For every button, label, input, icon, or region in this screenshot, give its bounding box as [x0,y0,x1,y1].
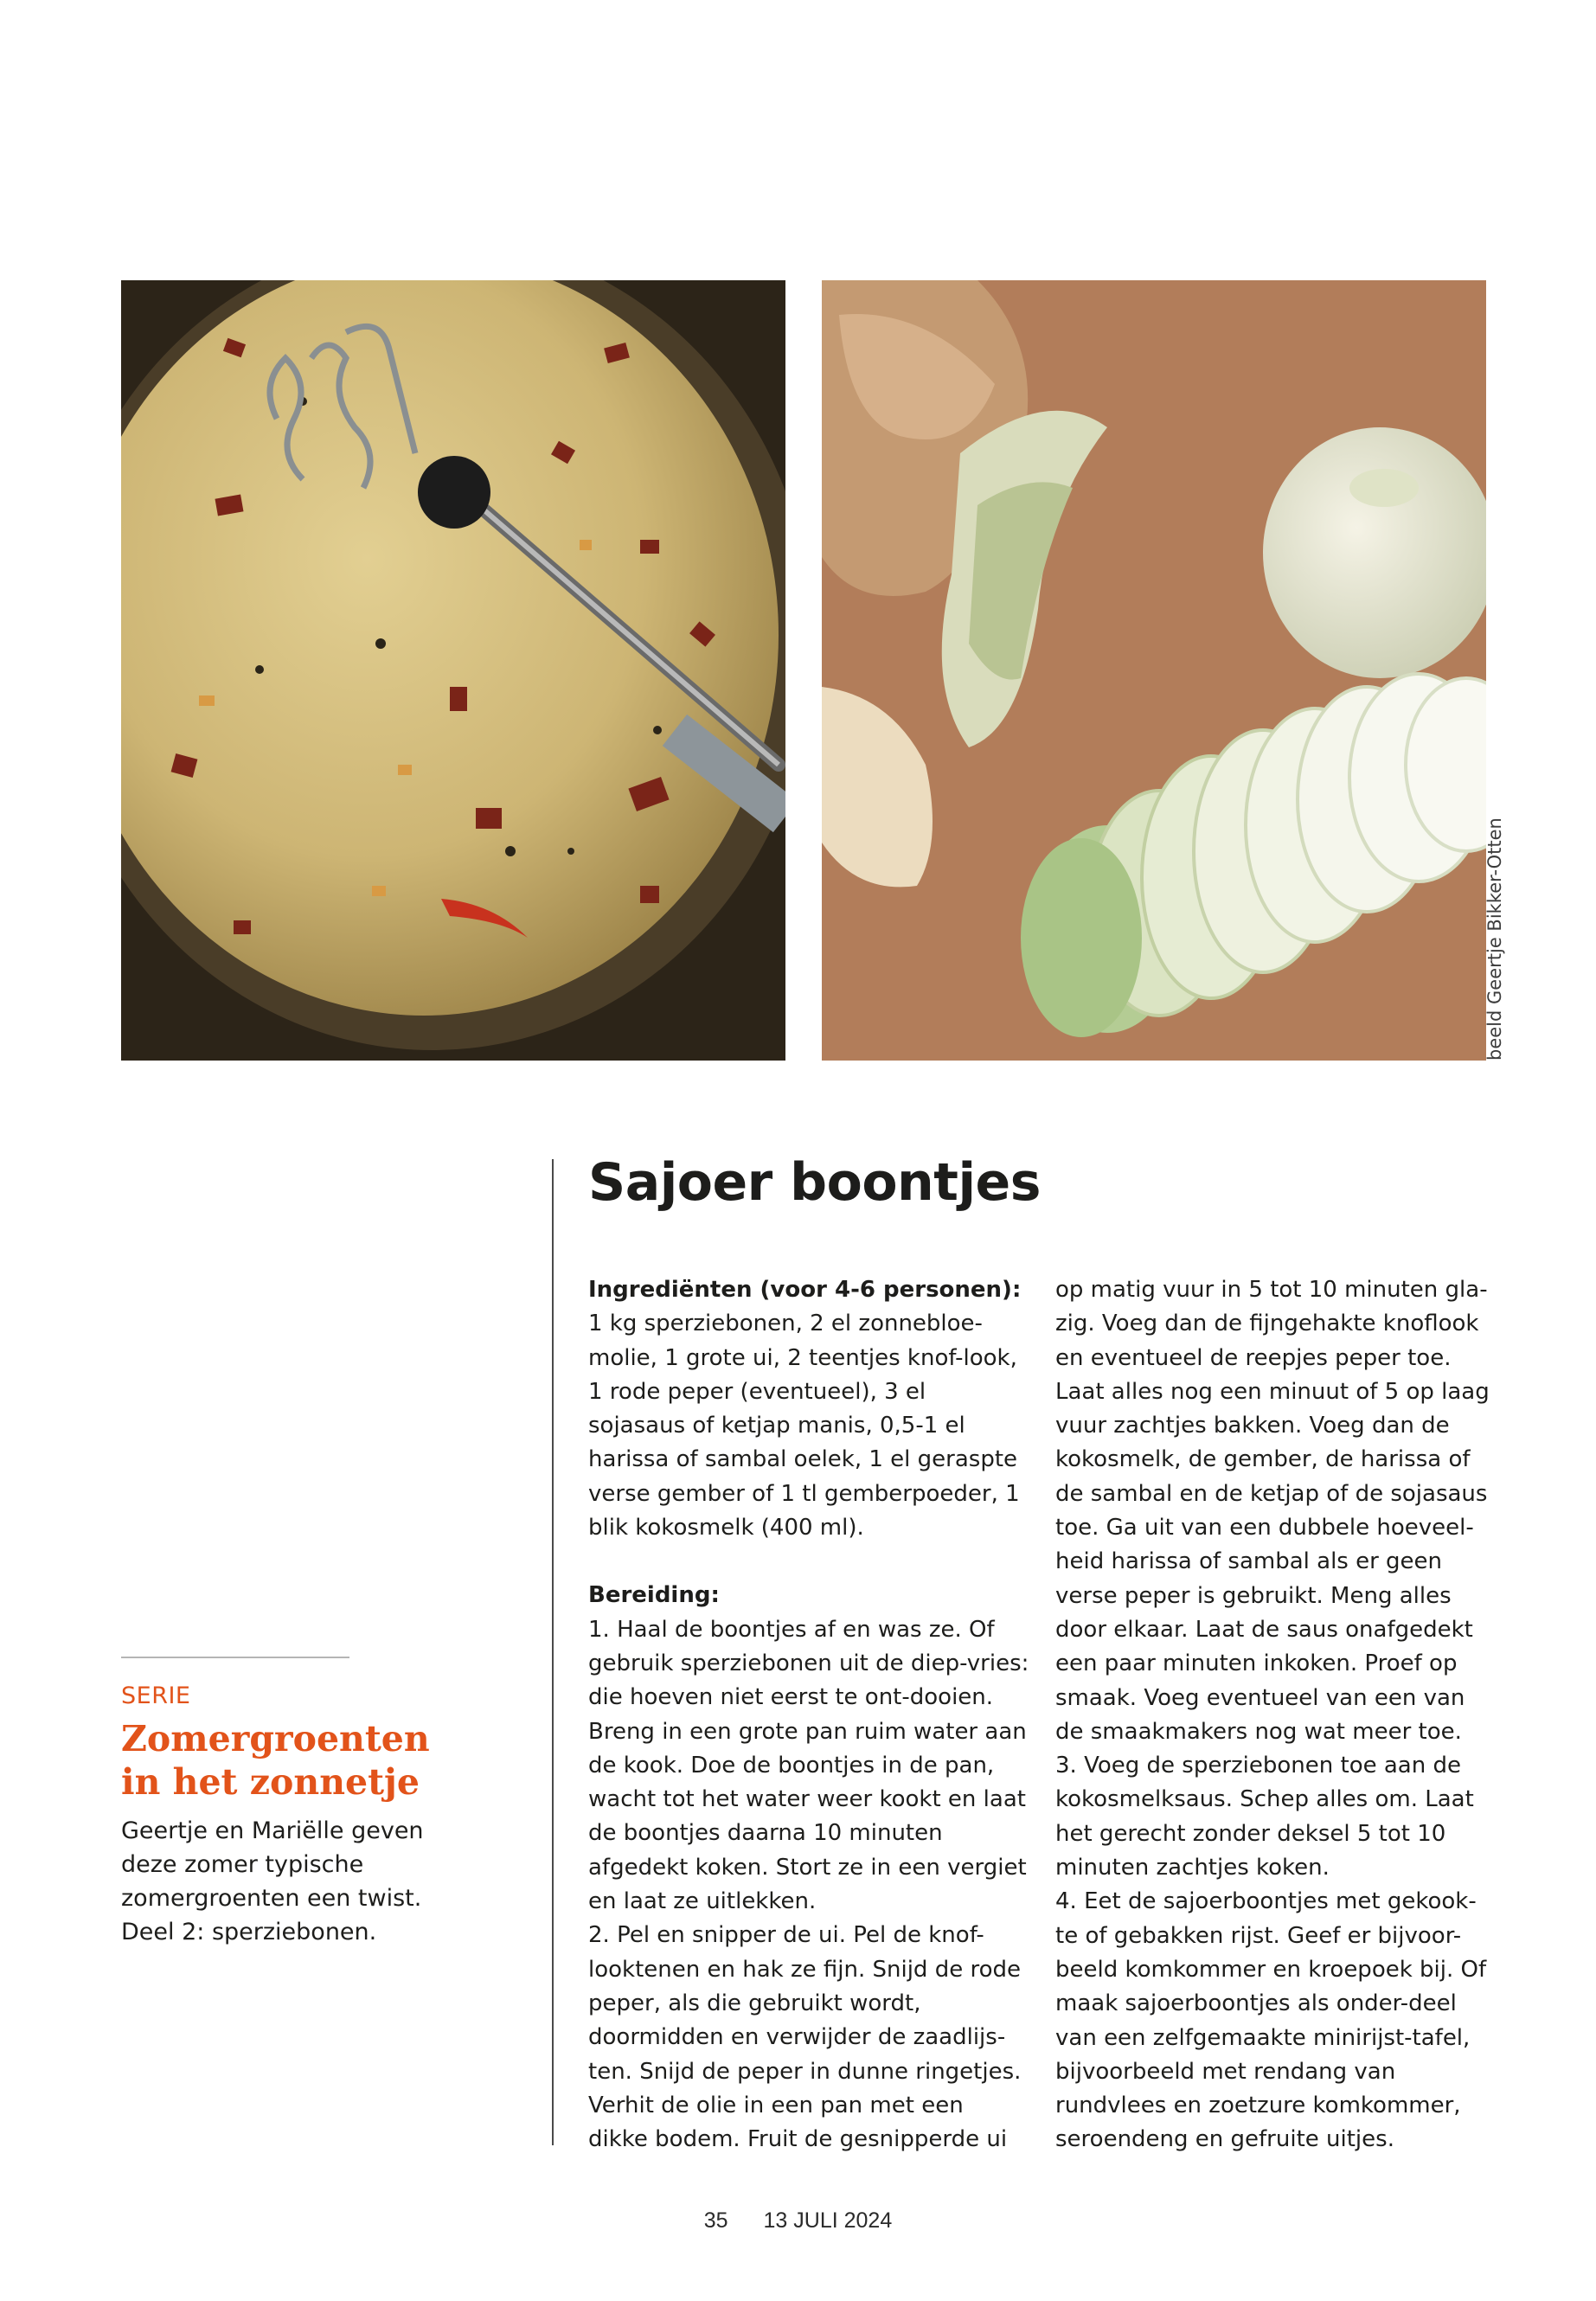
photo-coconut-sauce [121,280,785,1061]
series-label: SERIE [121,1682,191,1709]
series-intro: Geertje en Mariëlle geven deze zomer typische zomergroenten een twist. Deel 2: sperziebonen. [121,1817,424,1945]
page-footer [0,2208,1596,2234]
vertical-divider [552,1159,554,2145]
series-title: Zomergroenten in het zonnetje [121,1718,430,1803]
ingredients-text: 1 kg sperziebonen, 2 el zonnebloe-molie, 1 grote ui, 2 teentjes knof-look, 1 rode peper (eventueel), 3 el sojasaus of ketjap manis, 0,5-1 el harissa of sambal oelek, 1 el geraspte verse gember of 1 tl gemberpoeder, 1 blik kokosmelk (400 ml). [588,1311,1020,1541]
ingredients-heading: Ingrediënten (voor 4-6 personen): [588,1277,1022,1303]
paragraph-spacer [588,1545,1029,1579]
step-1: 1. Haal de boontjes af en was ze. Of gebruik sperziebonen uit de diep-vries: die hoeven niet eerst te ont-dooien. Breng in een grote pan ruim water aan de kook. Doe de boontjes in de pan, wacht tot het water weer kookt en laat de boontjes daarna 10 minuten afgedekt koken. Stort ze in een vergiet en laat ze uitlekken. [588,1616,1029,1915]
coconut-sauce-illustration [121,280,785,1061]
photo-credit: beeld Geertje Bikker-Otten [1484,817,1505,1061]
onions-illustration [822,280,1486,1061]
article-column-right [1055,1273,1497,2157]
step-4: 4. Eet de sajoerboontjes met gekook-te of gebakken rijst. Geef er bijvoor-beeld komkommer en kroepoek bij. Of maak sajoerboontjes als onder-deel van een zelfgemaakte minirijst-tafel, bijvoorbeeld met rendang van rundvlees en zoetzure komkommer, seroendeng en gefruite uitjes. [1055,1888,1487,2153]
step-3: 3. Voeg de sperziebonen toe aan de kokosmelksaus. Schep alles om. Laat het gerecht zonder deksel 5 tot 10 minuten zachtjes koken. [1055,1753,1474,1881]
page-number: 35 [703,2208,728,2233]
step-2b: op matig vuur in 5 tot 10 minuten gla-zig. Voeg dan de fijngehakte knoflook en eventueel de reepjes peper toe. Laat alles nog een minuut of 5 op laag vuur zachtjes bakken. Voeg dan de kokosmelk, de gember, de harissa of de sambal en de ketjap of de sojasaus toe. Ga uit van een dubbele hoeveel-heid harissa of sambal als er geen verse peper is gebruikt. Meng alles door elkaar. Laat de saus onafgedekt een paar minuten inkoken. Proef op smaak. Voeg eventueel van een van de smaakmakers nog wat meer toe. [1055,1277,1490,1745]
photo-onions [822,280,1486,1061]
step-2a: 2. Pel en snipper de ui. Pel de knof-looktenen en hak ze fijn. Snijd de rode peper, als die gebruikt wordt, doormidden en verwijder de zaadlijs-ten. Snijd de peper in dunne ringetjes. Verhit de olie in een pan met een dikke bodem. Fruit de gesnipperde ui [588,1922,1022,2153]
article-title: Sajoer boontjes [588,1152,1041,1213]
preparation-heading: Bereiding: [588,1582,720,1609]
article-column-left [588,1273,1029,2157]
series-divider [121,1657,349,1658]
issue-date: 13 JULI 2024 [763,2208,893,2233]
